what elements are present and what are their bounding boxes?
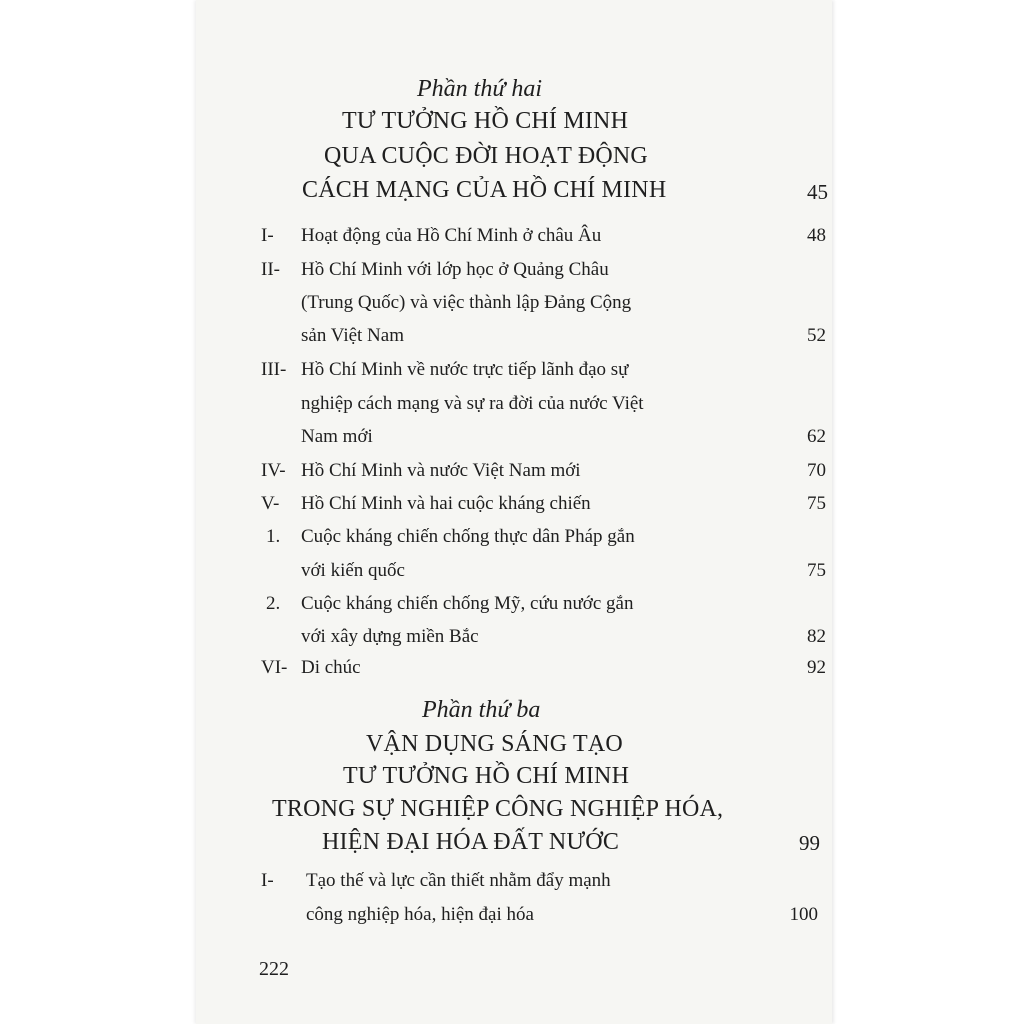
entry-number: I- — [261, 225, 274, 246]
part-three-title-line-4: HIỆN ĐẠI HÓA ĐẤT NƯỚC — [322, 829, 620, 855]
entry-text-line: Hồ Chí Minh và nước Việt Nam mới — [301, 460, 581, 481]
entry-text-line: với xây dựng miền Bắc — [301, 626, 479, 647]
entry-text-line: công nghiệp hóa, hiện đại hóa — [306, 904, 534, 925]
entry-text-line: sản Việt Nam — [301, 325, 404, 346]
entry-page: 70 — [807, 460, 826, 481]
entry-page: 75 — [807, 493, 826, 514]
part-two-page: 45 — [807, 180, 828, 204]
part-three-page: 99 — [799, 831, 820, 855]
entry-page: 75 — [807, 560, 826, 581]
entry-text-line: Nam mới — [301, 426, 373, 447]
entry-number: 2. — [266, 593, 281, 614]
book-page — [196, 0, 832, 1024]
entry-number: VI- — [261, 657, 288, 678]
entry-text-line: Hồ Chí Minh với lớp học ở Quảng Châu — [301, 259, 609, 280]
part-two-title-line-2: QUA CUỘC ĐỜI HOẠT ĐỘNG — [324, 143, 648, 169]
part-three-title-line-3: TRONG SỰ NGHIỆP CÔNG NGHIỆP HÓA, — [272, 796, 724, 822]
entry-page: 52 — [807, 325, 826, 346]
entry-text-line: Cuộc kháng chiến chống thực dân Pháp gắn — [301, 526, 635, 547]
entry-text-line: (Trung Quốc) và việc thành lập Đảng Cộng — [301, 292, 632, 313]
part-three-title-line-2: TƯ TƯỞNG HỒ CHÍ MINH — [343, 763, 630, 789]
entry-text-line: Tạo thế và lực cần thiết nhằm đẩy mạnh — [306, 870, 611, 891]
entry-page: 48 — [807, 225, 826, 246]
entry-number: V- — [261, 493, 280, 514]
entry-number: IV- — [261, 460, 286, 481]
entry-page: 82 — [807, 626, 826, 647]
part-two-title-line-3: CÁCH MẠNG CỦA HỒ CHÍ MINH — [302, 177, 667, 203]
part-three-title-line-1: VẬN DỤNG SÁNG TẠO — [366, 731, 623, 757]
entry-page: 92 — [807, 657, 826, 678]
entry-number: II- — [261, 259, 280, 280]
entry-text-line: với kiến quốc — [301, 560, 405, 581]
entry-number: I- — [261, 870, 274, 891]
entry-text-line: Cuộc kháng chiến chống Mỹ, cứu nước gắn — [301, 593, 634, 614]
entry-page: 100 — [789, 904, 818, 925]
entry-text-line: Hoạt động của Hồ Chí Minh ở châu Âu — [301, 225, 602, 246]
entry-text-line: nghiệp cách mạng và sự ra đời của nước Việt — [301, 393, 644, 414]
entry-page: 62 — [807, 426, 826, 447]
entry-text-line: Hồ Chí Minh về nước trực tiếp lãnh đạo sự — [301, 359, 629, 380]
entry-number: 1. — [266, 526, 281, 547]
part-two-label: Phần thứ hai — [417, 76, 543, 102]
entry-number: III- — [261, 359, 287, 380]
entry-text-line: Hồ Chí Minh và hai cuộc kháng chiến — [301, 493, 591, 514]
part-three-label: Phần thứ ba — [422, 697, 541, 723]
entry-text-line: Di chúc — [301, 657, 361, 678]
page-number: 222 — [259, 958, 289, 980]
part-two-title-line-1: TƯ TƯỞNG HỒ CHÍ MINH — [342, 108, 629, 134]
